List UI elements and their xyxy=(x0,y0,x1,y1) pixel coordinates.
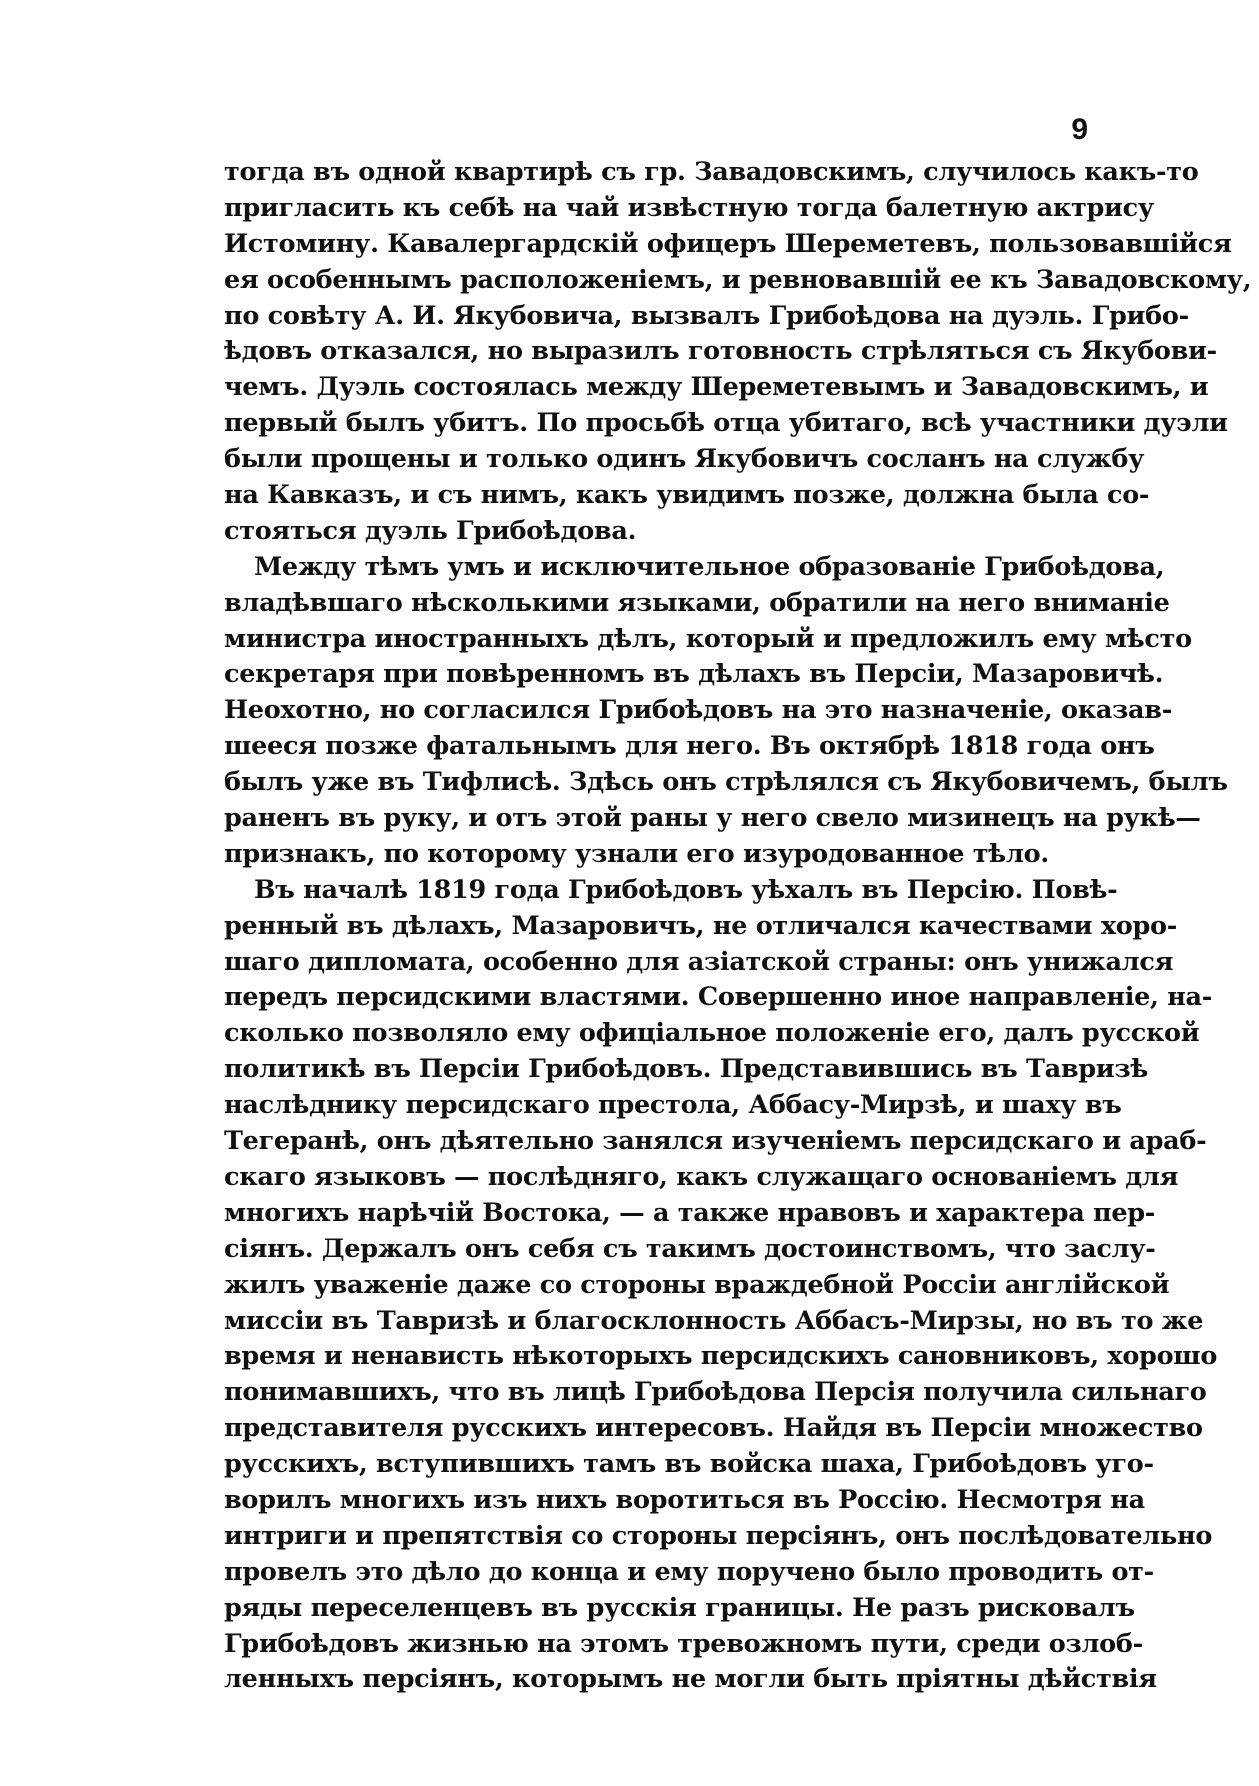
text-line: время и ненависть нѣкоторыхъ персидскихъ сановниковъ, хорошо xyxy=(224,1341,1218,1372)
text-line: по совѣту А. И. Якубовича, вызвалъ Грибоѣдова на дуэль. Грибо- xyxy=(224,300,1189,331)
body-text xyxy=(224,155,1252,1698)
text-line: были прощены и только одинъ Якубовичъ сосланъ на службу xyxy=(224,444,1145,475)
text-line: министра иностранныхъ дѣлъ, который и предложилъ ему мѣсто xyxy=(224,623,1192,654)
text-line: ворилъ многихъ изъ нихъ воротиться въ Россію. Несмотря на xyxy=(224,1484,1145,1515)
text-line: Тегеранѣ, онъ дѣятельно занялся изученіемъ персидскаго и араб- xyxy=(224,1126,1207,1157)
text-line: сколько позволяло ему офиціальное положеніе его, далъ русской xyxy=(224,1018,1200,1049)
text-line: тогда въ одной квартирѣ съ гр. Завадовскимъ, случилось какъ-то xyxy=(224,157,1199,187)
text-line: секретаря при повѣренномъ въ дѣлахъ въ Персіи, Мазаровичѣ. xyxy=(224,659,1164,690)
page-number: 9 xyxy=(1071,113,1088,146)
text-line: интриги и препятствія со стороны персіянъ, онъ послѣдовательно xyxy=(224,1520,1213,1551)
text-line: шаго дипломата, особенно для азіатской страны: онъ унижался xyxy=(224,946,1174,977)
text-line: былъ уже въ Тифлисѣ. Здѣсь онъ стрѣлялся съ Якубовичемъ, былъ xyxy=(224,767,1228,798)
text-line: многихъ нарѣчій Востока, — а также нравовъ и характера пер- xyxy=(224,1197,1156,1228)
text-line: провелъ это дѣло до конца и ему поручено было проводить от- xyxy=(224,1556,1154,1587)
text-line: ѣдовъ отказался, но выразилъ готовность стрѣляться съ Якубови- xyxy=(224,336,1217,367)
text-line: стояться дуэль Грибоѣдова. xyxy=(224,515,637,546)
text-line: ренный въ дѣлахъ, Мазаровичъ, не отличался качествами хоро- xyxy=(224,910,1177,941)
text-line: Грибоѣдовъ жизнью на этомъ тревожномъ пути, среди озлоб- xyxy=(224,1628,1143,1659)
text-line: владѣвшаго нѣсколькими языками, обратили на него вниманіе xyxy=(224,587,1170,618)
text-line: раненъ въ руку, и отъ этой раны у него свело мизинецъ на рукѣ— xyxy=(224,803,1201,834)
text-line: Между тѣмъ умъ и исключительное образованіе Грибоѣдова, xyxy=(254,551,1165,582)
text-line: на Кавказъ, и съ нимъ, какъ увидимъ позже, должна была со- xyxy=(224,480,1150,511)
text-line: первый былъ убитъ. По просьбѣ отца убитаго, всѣ участники дуэли xyxy=(224,408,1228,439)
text-line: ленныхъ персіянъ, которымъ не могли быть пріятны дѣйствія xyxy=(224,1664,1157,1695)
text-line: сіянъ. Держалъ онъ себя съ такимъ достоинствомъ, что заслу- xyxy=(224,1233,1156,1264)
text-line: политикѣ въ Персіи Грибоѣдовъ. Представившись въ Тавризѣ xyxy=(224,1054,1149,1085)
text-line: Неохотно, но согласился Грибоѣдовъ на это назначеніе, оказав- xyxy=(224,695,1172,726)
text-line: Истомину. Кавалергардскій офицеръ Шереметевъ, пользовавшійся xyxy=(224,228,1232,259)
text-line: чемъ. Дуэль состоялась между Шереметевымъ и Завадовскимъ, и xyxy=(224,372,1209,403)
text-line: ряды переселенцевъ въ русскія границы. Не разъ рисковалъ xyxy=(224,1592,1135,1623)
text-line: передъ персидскими властями. Совершенно иное направленіе, на- xyxy=(224,982,1213,1013)
text-line: представителя русскихъ интересовъ. Найдя въ Персіи множество xyxy=(224,1413,1203,1444)
text-line: русскихъ, вступившихъ тамъ въ войска шаха, Грибоѣдовъ уго- xyxy=(224,1449,1154,1480)
text-line: жилъ уваженіе даже со стороны враждебной Россіи англійской xyxy=(224,1269,1170,1300)
text-line: пригласить къ себѣ на чай извѣстную тогда балетную актрису xyxy=(224,192,1154,223)
text-line: шееся позже фатальнымъ для него. Въ октябрѣ 1818 года онъ xyxy=(224,731,1155,762)
text-line: ея особеннымъ расположеніемъ, и ревновавшій ее къ Завадовскому, xyxy=(224,264,1252,295)
text-line: Въ началѣ 1819 года Грибоѣдовъ уѣхалъ въ Персію. Повѣ- xyxy=(254,874,1118,905)
text-line: наслѣднику персидскаго престола, Аббасу-Мирзѣ, и шаху въ xyxy=(224,1090,1122,1121)
text-line: скаго языковъ — послѣдняго, какъ служащаго основаніемъ для xyxy=(224,1161,1179,1192)
text-line: миссіи въ Тавризѣ и благосклонность Аббасъ-Мирзы, но въ то же xyxy=(224,1305,1204,1336)
text-line: признакъ, по которому узнали его изуродованное тѣло. xyxy=(224,838,1049,869)
text-line: понимавшихъ, что въ лицѣ Грибоѣдова Персія получила сильнаго xyxy=(224,1377,1207,1408)
